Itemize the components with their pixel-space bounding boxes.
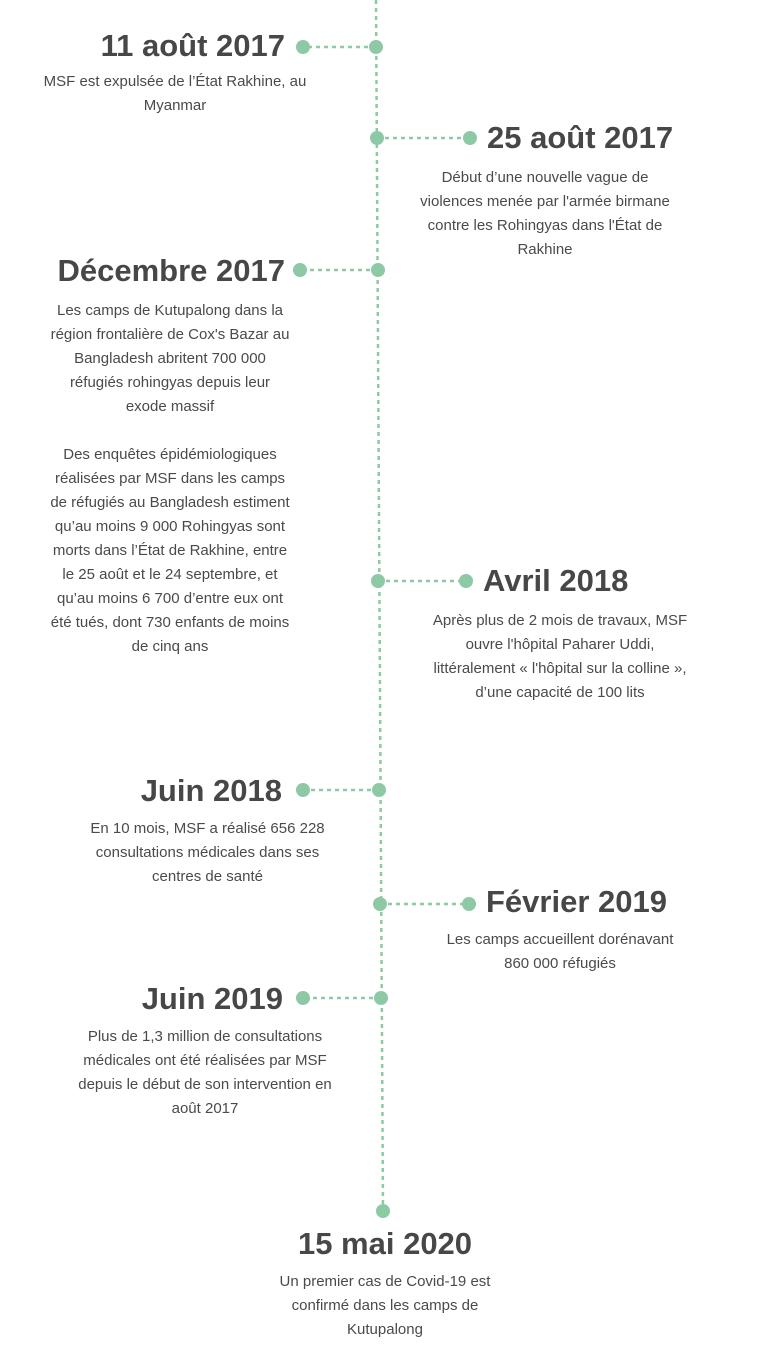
timeline-node-dot [369,40,383,54]
timeline-node-dot [373,897,387,911]
event-date: Février 2019 [486,884,667,919]
event-description: Un premier cas de Covid-19 est confirmé dans les camps de Kutupalong [279,1273,491,1338]
event-description: Les camps de Kutupalong dans la région frontalière de Cox's Bazar au Bangladesh abritent 700 000 réfugiés rohingyas depuis leur exode massif Des enquêtes épidémiologiques réalisées par MSF dans les camps de réfugiés au Bangladesh estiment qu’au moins 9 000 Rohingyas sont morts dans l’État de Rakhine, entre le 25 août et le 24 septembre, et qu’au moins 6 700 d’entre eux ont été tués, dont 730 enfants de moins de cinq ans [50,302,290,655]
event-date: Juin 2018 [140,773,282,808]
event-date: 15 mai 2020 [297,1226,473,1261]
timeline-node-dot [371,263,385,277]
event-date: Avril 2018 [483,563,629,598]
timeline-event [400,563,720,705]
timeline-event [75,773,340,889]
timeline-event [20,253,330,659]
event-date: Juin 2019 [141,981,283,1016]
timeline-node-dot [374,991,388,1005]
timeline-node-dot [372,783,386,797]
timeline-node-dot [370,131,384,145]
event-description: Plus de 1,3 million de consultations médicales ont été réalisées par MSF depuis le début de son intervention en août 2017 [78,1028,332,1117]
event-date: Décembre 2017 [57,253,285,288]
timeline-event [55,981,355,1121]
timeline-node-dot [371,574,385,588]
timeline-event [420,884,700,976]
timeline-final-dot [376,1204,390,1218]
event-date: 25 août 2017 [487,120,674,155]
timeline-event [395,120,695,262]
event-date: 11 août 2017 [100,28,285,63]
event-description: Les camps accueillent dorénavant 860 000 réfugiés [446,931,674,972]
timeline-event [40,28,310,118]
event-description: MSF est expulsée de l’État Rakhine, au Myanmar [43,73,307,114]
event-description: Après plus de 2 mois de travaux, MSF ouvre l'hôpital Paharer Uddi, littéralement « l'hôpital sur la colline », d’une capacité de 100 lits [432,612,688,701]
timeline-event [240,1226,530,1342]
timeline-axis [376,0,383,1210]
event-description: Début d’une nouvelle vague de violences menée par l'armée birmane contre les Rohingyas dans l'État de Rakhine [420,169,670,258]
event-description: En 10 mois, MSF a réalisé 656 228 consultations médicales dans ses centres de santé [90,820,325,885]
